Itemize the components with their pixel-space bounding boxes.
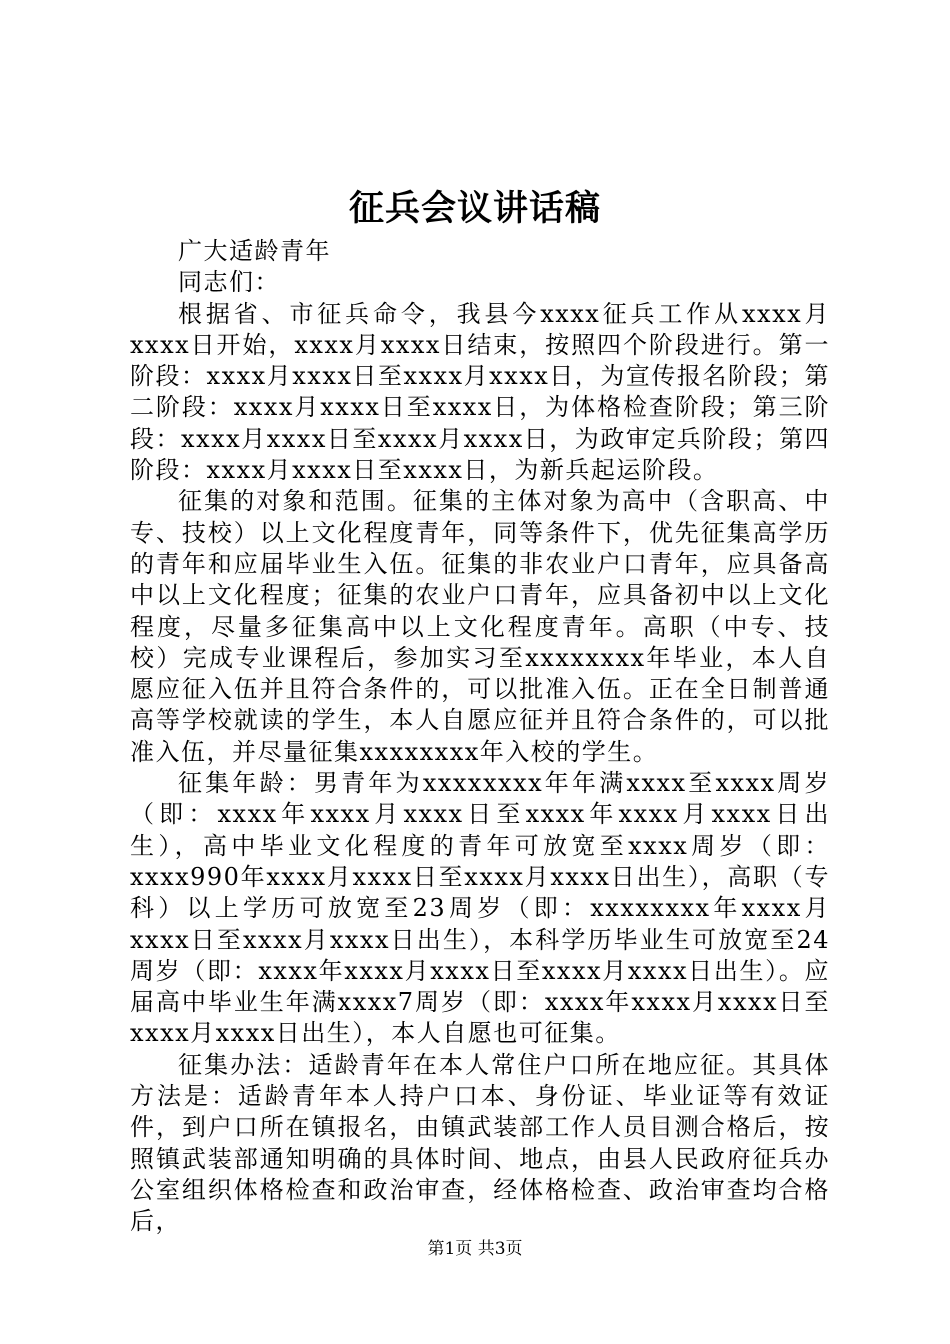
document-body xyxy=(130,236,830,1238)
body-paragraph: 征集的对象和范围。征集的主体对象为高中（含职高、中专、技校）以上文化程度青年，同等条件下，优先征集高学历的青年和应届毕业生入伍。征集的非农业户口青年，应具备高中以上文化程度；征集的农业户口青年，应具备初中以上文化程度，尽量多征集高中以上文化程度青年。高职（中专、技校）完成专业课程后，参加实习至xxxxxxxx年毕业，本人自愿应征入伍并且符合条件的，可以批准入伍。正在全日制普通高等学校就读的学生，本人自愿应征并且符合条件的，可以批准入伍，并尽量征集xxxxxxxx年入校的学生。 xyxy=(130,487,830,766)
document-title: 征兵会议讲话稿 xyxy=(348,188,601,229)
body-paragraph: 根据省、市征兵命令，我县今xxxx征兵工作从xxxx月xxxx日开始，xxxx月xxxx日结束，按照四个阶段进行。第一阶段：xxxx月xxxx日至xxxx月xxxx日，为宣传报名阶段；第二阶段：xxxx月xxxx日至xxxx日，为体格检查阶段；第三阶段：xxxx月xxxx日至xxxx月xxxx日，为政审定兵阶段；第四阶段：xxxx月xxxx日至xxxx日，为新兵起运阶段。 xyxy=(130,299,830,485)
salutation-line: 广大适龄青年 xyxy=(178,237,331,265)
salutation-line: 同志们： xyxy=(178,268,280,297)
page-number-footer: 第1页 共3页 xyxy=(427,1239,523,1259)
body-paragraph: 征集年龄：男青年为xxxxxxxx年年满xxxx至xxxx周岁（即：xxxx年xxxx月xxxx日至xxxx年xxxx月xxxx日出生），高中毕业文化程度的青年可放宽至xxxx周岁（即：xxxx990年xxxx月xxxx日至xxxx月xxxx日出生），高职（专科）以上学历可放宽至23周岁（即：xxxxxxxx年xxxx月xxxx日至xxxx月xxxx日出生），本科学历毕业生可放宽至24周岁（即：xxxx年xxxx月xxxx日至xxxx月xxxx日出生）。应届高中毕业生年满xxxx7周岁（即：xxxx年xxxx月xxxx日至xxxx月xxxx日出生），本人自愿也可征集。 xyxy=(130,769,830,1048)
body-paragraph: 征集办法：适龄青年在本人常住户口所在地应征。其具体方法是：适龄青年本人持户口本、身份证、毕业证等有效证件，到户口所在镇报名，由镇武装部工作人员目测合格后，按照镇武装部通知明确的具体时间、地点，由县人民政府征兵办公室组织体格检查和政治审查，经体格检查、政治审查均合格后， xyxy=(130,1050,830,1236)
